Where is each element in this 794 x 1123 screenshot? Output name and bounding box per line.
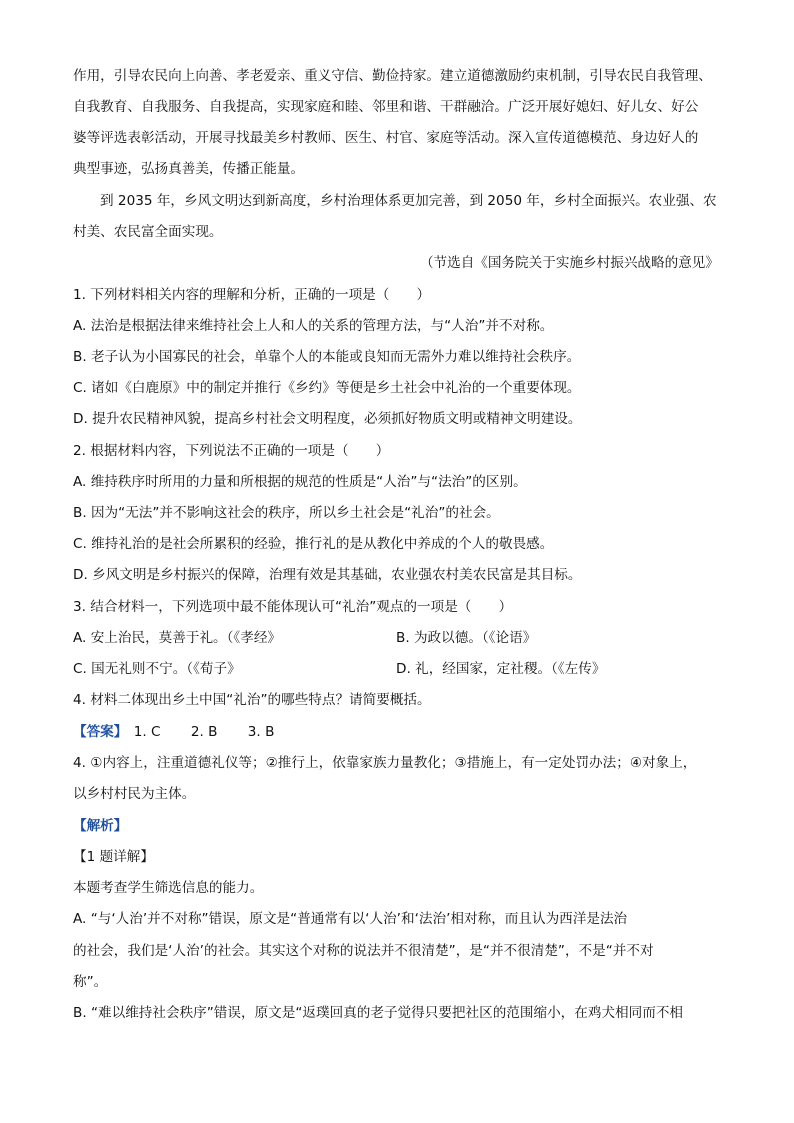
q1-option-a: A. 法治是根据法律来维持社会上人和人的关系的管理方法，与“人治”并不对称。 [73, 318, 554, 334]
q3-option-c: C. 国无礼则不宁。（《荀子》 [73, 661, 241, 677]
passage-line-2: 自我教育、自我服务、自我提高，实现家庭和睦、邻里和谐、干群融洽。广泛开展好媳妇、好儿女、好公 [73, 99, 699, 115]
answer-4-line-1: 4. ①内容上，注重道德礼仪等；②推行上，依靠家族力量教化；③措施上，有一定处罚办法；④对象上， [73, 755, 697, 771]
analysis-a-line-2: 的社会，我们是‘人治’的社会。其实这个对称的说法并不很清楚”，是“并不很清楚”，不是“并不对 [73, 943, 654, 959]
q2-stem: 2. 根据材料内容，下列说法不正确的一项是（ ） [73, 443, 390, 459]
passage-line-4: 典型事迹，弘扬真善美，传播正能量。 [73, 161, 305, 177]
answer-label: 【答案】 [73, 724, 128, 740]
analysis-b-line-1: B. “难以维持社会秩序”错误，原文是“返璞回真的老子觉得只要把社区的范围缩小，在鸡犬相同而不相 [73, 1005, 684, 1021]
passage-line-3: 婆等评选表彰活动，开展寻找最美乡村教师、医生、村官、家庭等活动。深入宣传道德模范、身边好人的 [73, 130, 699, 146]
q2-option-b: B. 因为“无法”并不影响这社会的秩序，所以乡土社会是“礼治”的社会。 [73, 505, 500, 521]
q4-stem: 4. 材料二体现出乡土中国“礼治”的哪些特点？请简要概括。 [73, 692, 431, 708]
detail-1-title: 【1 题详解】 [73, 849, 154, 865]
q3-option-b: B. 为政以德。（《论语》 [396, 630, 537, 646]
q2-option-a: A. 维持秩序时所用的力量和所根据的规范的性质是“人治”与“法治”的区别。 [73, 474, 527, 490]
q3-option-d: D. 礼，经国家，定社稷。（《左传》 [396, 661, 606, 677]
passage-line-6: 村美、农民富全面实现。 [73, 224, 223, 240]
q1-option-c: C. 诸如《白鹿原》中的制定并推行《乡约》等便是乡土社会中礼治的一个重要体现。 [73, 380, 581, 396]
q1-option-d: D. 提升农民精神风貌，提高乡村社会文明程度，必须抓好物质文明或精神文明建设。 [73, 411, 582, 427]
answer-row [73, 722, 274, 742]
q2-option-c: C. 维持礼治的是社会所累积的经验，推行礼的是从教化中养成的个人的敬畏感。 [73, 536, 554, 552]
analysis-label: 【解析】 [73, 818, 128, 834]
q1-option-b: B. 老子认为小国寡民的社会，单靠个人的本能或良知而无需外力难以维持社会秩序。 [73, 349, 581, 365]
analysis-a-line-1: A. “与‘人治’并不对称”错误，原文是“普通常有以‘人治’和‘法治’相对称，而且认为西洋是法治 [73, 911, 628, 927]
answer-2: 2. B [190, 724, 218, 740]
q2-option-d: D. 乡风文明是乡村振兴的保障，治理有效是其基础，农业强农村美农民富是其目标。 [73, 567, 582, 583]
q3-stem: 3. 结合材料一，下列选项中最不能体现认可“礼治”观点的一项是（ ） [73, 599, 513, 615]
answer-3: 3. B [247, 724, 275, 740]
answer-1: 1. C [133, 724, 161, 740]
q1-stem: 1. 下列材料相关内容的理解和分析，正确的一项是（ ） [73, 287, 431, 303]
analysis-a-line-3: 称”。 [73, 974, 108, 990]
passage-line-5: 到 2035 年，乡风文明达到新高度，乡村治理体系更加完善，到 2050 年，乡村全面振兴。农业强、农 [100, 193, 717, 209]
answer-4-line-2: 以乡村村民为主体。 [73, 786, 196, 802]
q3-option-a: A. 安上治民，莫善于礼。（《孝经》 [73, 630, 282, 646]
analysis-intro: 本题考查学生筛选信息的能力。 [73, 880, 264, 896]
passage-line-1: 作用，引导农民向上向善、孝老爱亲、重义守信、勤俭持家。建立道德激励约束机制，引导农民自我管理、 [73, 68, 712, 84]
passage-source: （节选自《国务院关于实施乡村振兴战略的意见》 [419, 255, 719, 271]
